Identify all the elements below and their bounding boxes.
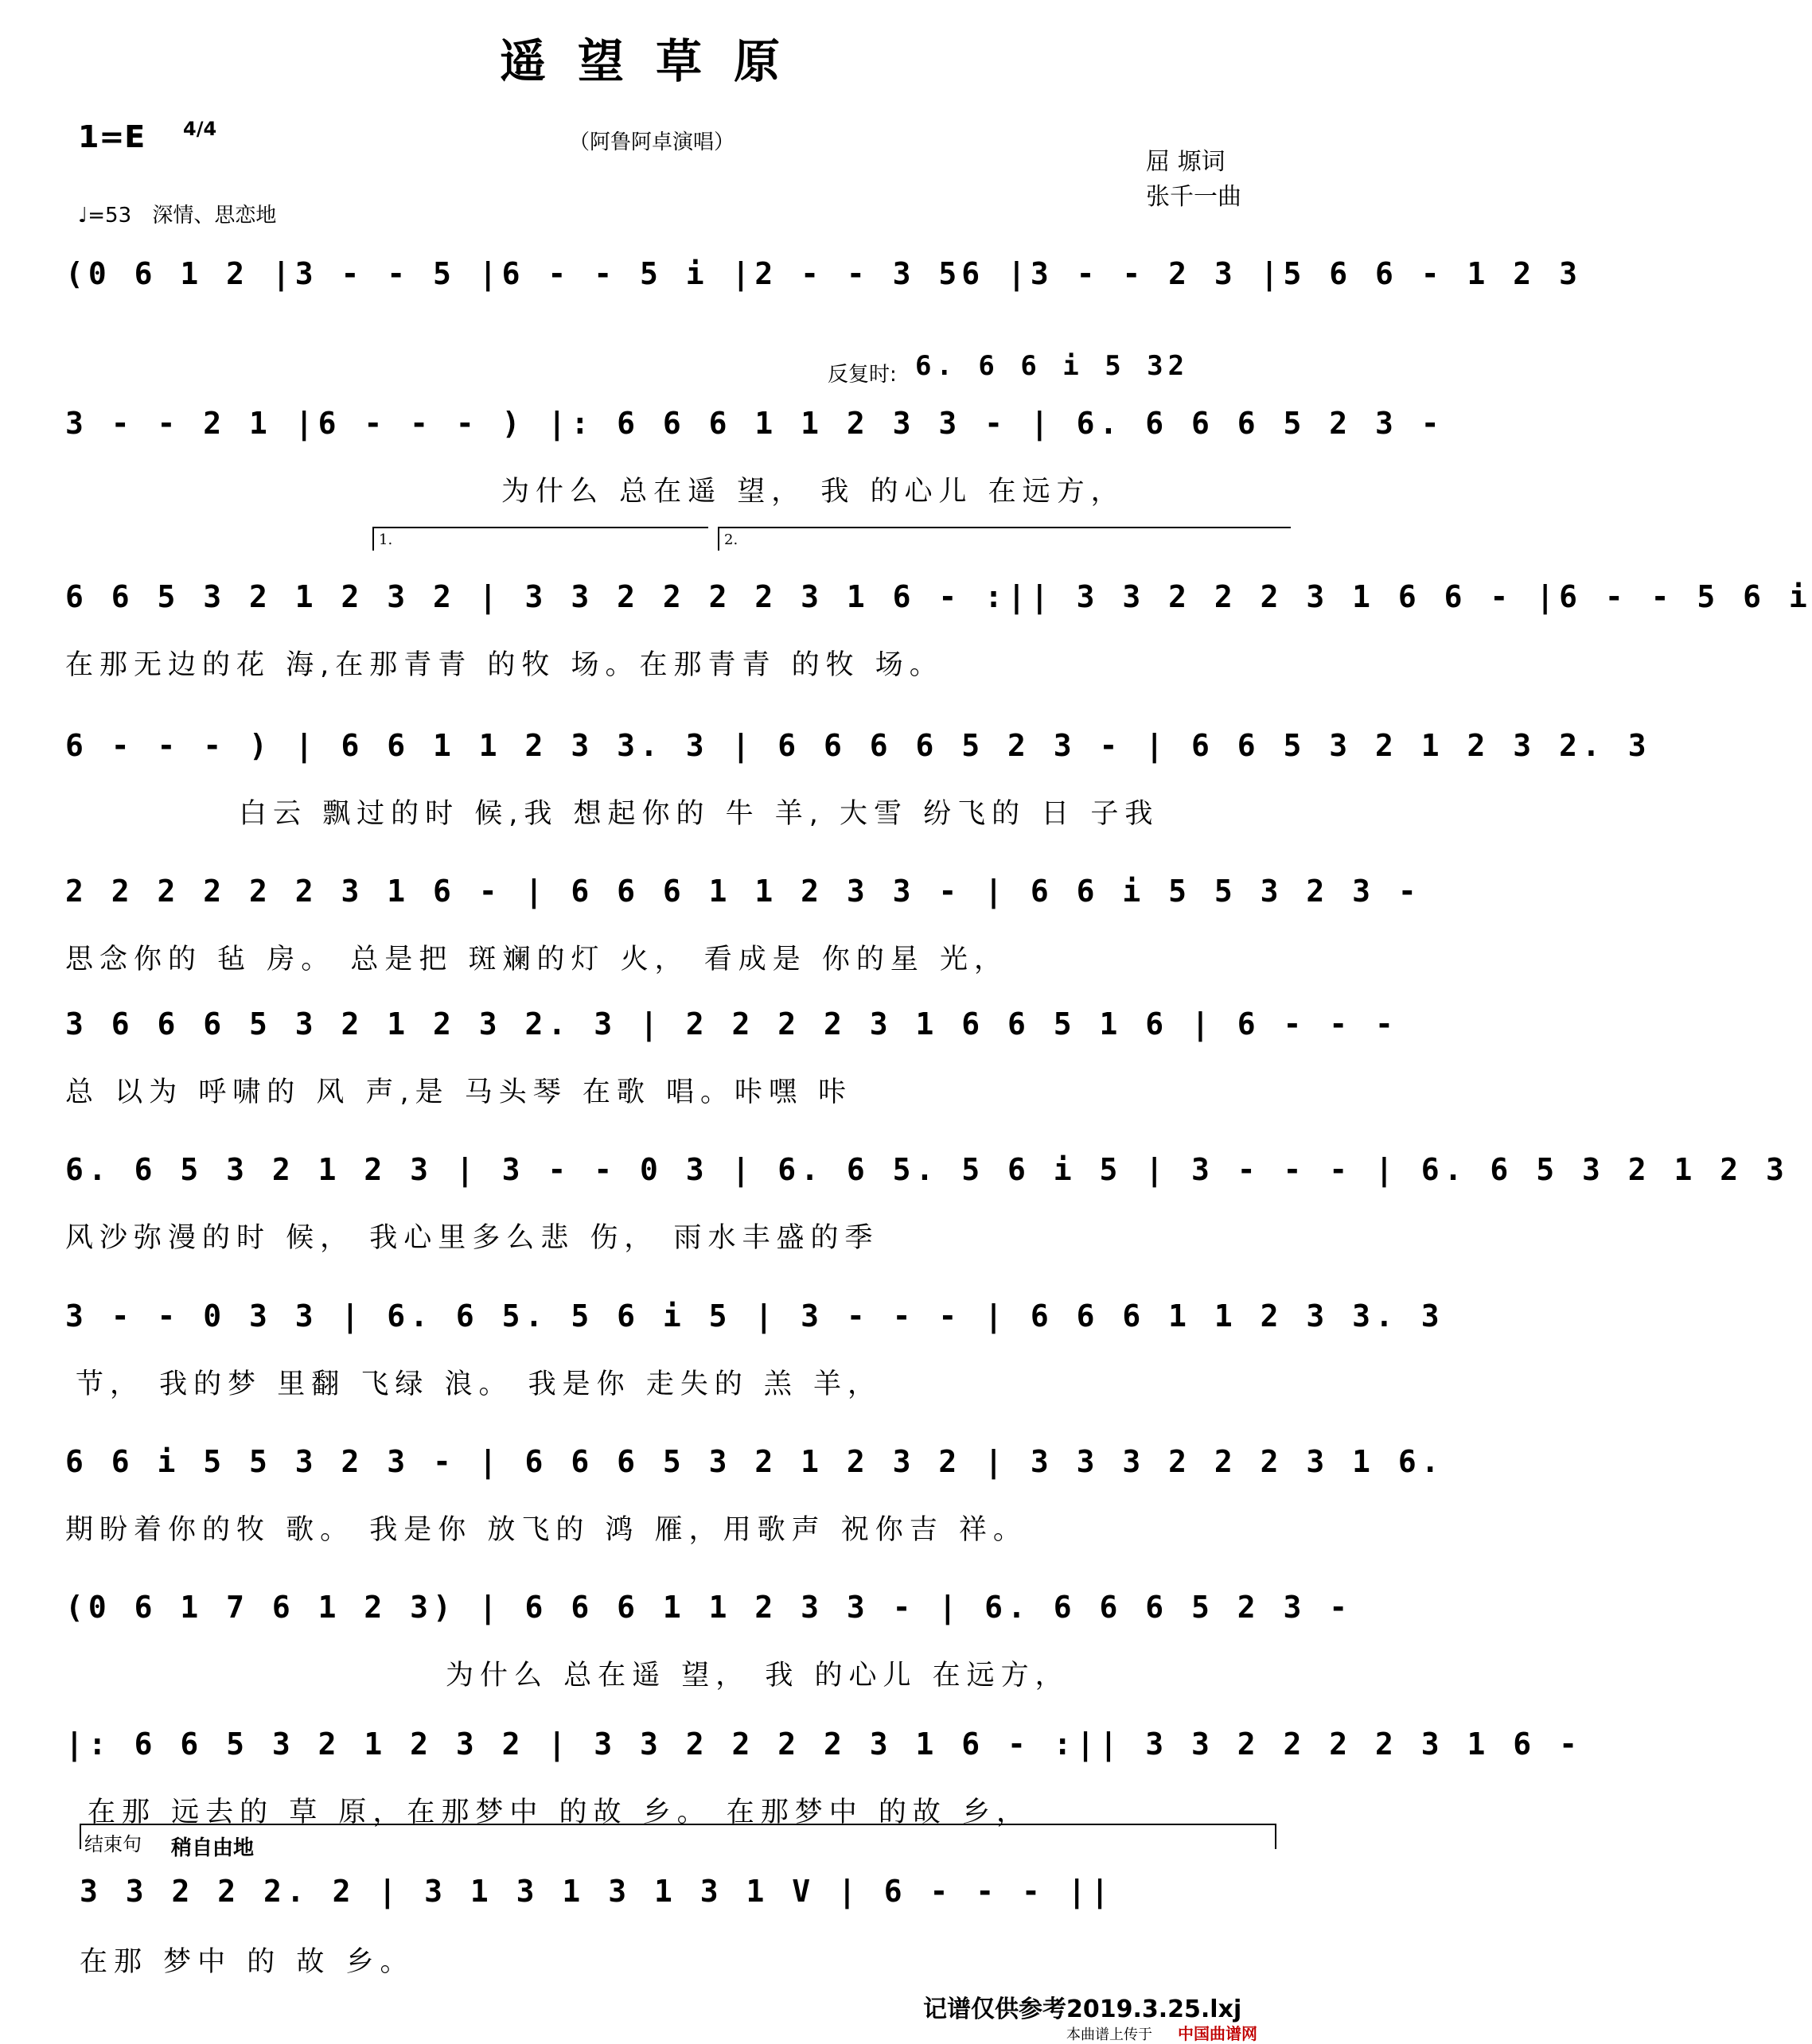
volta-bracket-1: [372, 527, 708, 551]
notation-row-1: (0 6 1 2 |3 - - 5 |6 - - 5 i |2 - - 3 56 |3 - - 2 3 |5 6 6 - 1 2 3: [65, 256, 1582, 291]
lyricist-credit: 屈 塬词: [1146, 148, 1226, 176]
time-signature-value: 4/4: [183, 118, 217, 140]
lyric-row-4: 白云 飘过的时 候,我 想起你的 牛 羊, 大雪 纷飞的 日 子我: [239, 798, 1159, 830]
tempo-value: ♩=53: [78, 204, 132, 228]
repeat-note-label: 反复时:: [828, 363, 897, 387]
notation-row-6: 3 6 6 6 5 3 2 1 2 3 2. 3 | 2 2 2 2 3 1 6 6 5 1 6 | 6 - - -: [65, 1006, 1398, 1041]
notation-row-5: 2 2 2 2 2 2 3 1 6 - | 6 6 6 1 1 2 3 3 - | 6 6 i 5 5 3 2 3 -: [65, 874, 1421, 909]
notation-row-10: (0 6 1 7 6 1 2 3) | 6 6 6 1 1 2 3 3 - | 6. 6 6 6 5 2 3 -: [65, 1590, 1353, 1625]
ending-label: 结束句: [84, 1833, 142, 1855]
notation-row-12: 3 3 2 2 2. 2 | 3 1 3 1 3 1 3 1 V | 6 - - - ||: [80, 1874, 1114, 1909]
repeat-note-notes: 6. 6 6 i 5 32: [915, 350, 1190, 382]
expression-marking: 深情、思恋地: [152, 204, 277, 228]
lyric-row-12: 在那 梦中 的 故 乡。: [80, 1946, 415, 1978]
ending-tempo-marking: 稍自由地: [171, 1836, 255, 1860]
notation-row-7: 6. 6 5 3 2 1 2 3 | 3 - - 0 3 | 6. 6 5. 5 6 i 5 | 3 - - - | 6. 6 5 3 2 1 2 3: [65, 1152, 1789, 1187]
lyric-row-9: 期盼着你的牧 歌。 我是你 放飞的 鸿 雁，用歌声 祝你吉 祥。: [65, 1514, 1027, 1546]
lyric-row-7: 风沙弥漫的时 候， 我心里多么悲 伤， 雨水丰盛的季: [65, 1222, 879, 1254]
notation-row-9: 6 6 i 5 5 3 2 3 - | 6 6 6 5 3 2 1 2 3 2 | 3 3 3 2 2 2 3 1 6.: [65, 1444, 1444, 1479]
volta-bracket-2: [718, 527, 1291, 551]
notation-row-3: 6 6 5 3 2 1 2 3 2 | 3 3 2 2 2 2 3 1 6 - :|| 3 3 2 2 2 3 1 6 6 - |6 - - 5 6 i: [65, 579, 1812, 614]
volta-number-1: 1.: [379, 531, 393, 548]
notation-row-11: |: 6 6 5 3 2 1 2 3 2 | 3 3 2 2 2 2 3 1 6 - :|| 3 3 2 2 2 2 3 1 6 -: [65, 1727, 1582, 1762]
page-title: 遥望草原: [499, 34, 812, 88]
lyric-row-8: 节， 我的梦 里翻 飞绿 浪。 我是你 走失的 羔 羊，: [76, 1369, 883, 1400]
transcription-note: 记谱仅供参考2019.3.25.lxj: [923, 1995, 1242, 2023]
lyric-row-5: 思念你的 毡 房。 总是把 斑斓的灯 火， 看成是 你的星 光，: [65, 944, 1009, 975]
notation-row-2: 3 - - 2 1 |6 - - - ) |: 6 6 6 1 1 2 3 3 - | 6. 6 6 6 5 2 3 -: [65, 406, 1444, 441]
tempo-marking: [78, 199, 276, 228]
site-logo: 中国曲谱网: [1178, 2024, 1257, 2043]
time-signature: [183, 118, 216, 140]
lyric-row-2: 为什么 总在遥 望， 我 的心儿 在远方，: [501, 476, 1125, 508]
notation-row-8: 3 - - 0 3 3 | 6. 6 5. 5 6 i 5 | 3 - - - | 6 6 6 1 1 2 3 3. 3: [65, 1298, 1444, 1333]
key-signature: 1=E: [78, 119, 146, 154]
composer-credit: 张千一曲: [1146, 183, 1241, 211]
upload-note: 本曲谱上传于: [1066, 2026, 1152, 2043]
notation-row-4: 6 - - - ) | 6 6 1 1 2 3 3. 3 | 6 6 6 6 5 2 3 - | 6 6 5 3 2 1 2 3 2. 3: [65, 728, 1651, 763]
lyric-row-11: 在那 远去的 草 原，在那梦中 的故 乡。 在那梦中 的故 乡，: [88, 1797, 1031, 1828]
lyric-row-3: 在那无边的花 海,在那青青 的牧 场。在那青青 的牧 场。: [65, 649, 944, 681]
lyric-row-10: 为什么 总在遥 望， 我 的心儿 在远方，: [446, 1660, 1070, 1692]
ending-bracket: [80, 1824, 1276, 1849]
volta-number-2: 2.: [724, 531, 738, 548]
lyric-row-6: 总 以为 呼啸的 风 声,是 马头琴 在歌 唱。咔嘿 咔: [65, 1077, 853, 1108]
performer-credit: （阿鲁阿卓演唱）: [569, 130, 735, 154]
